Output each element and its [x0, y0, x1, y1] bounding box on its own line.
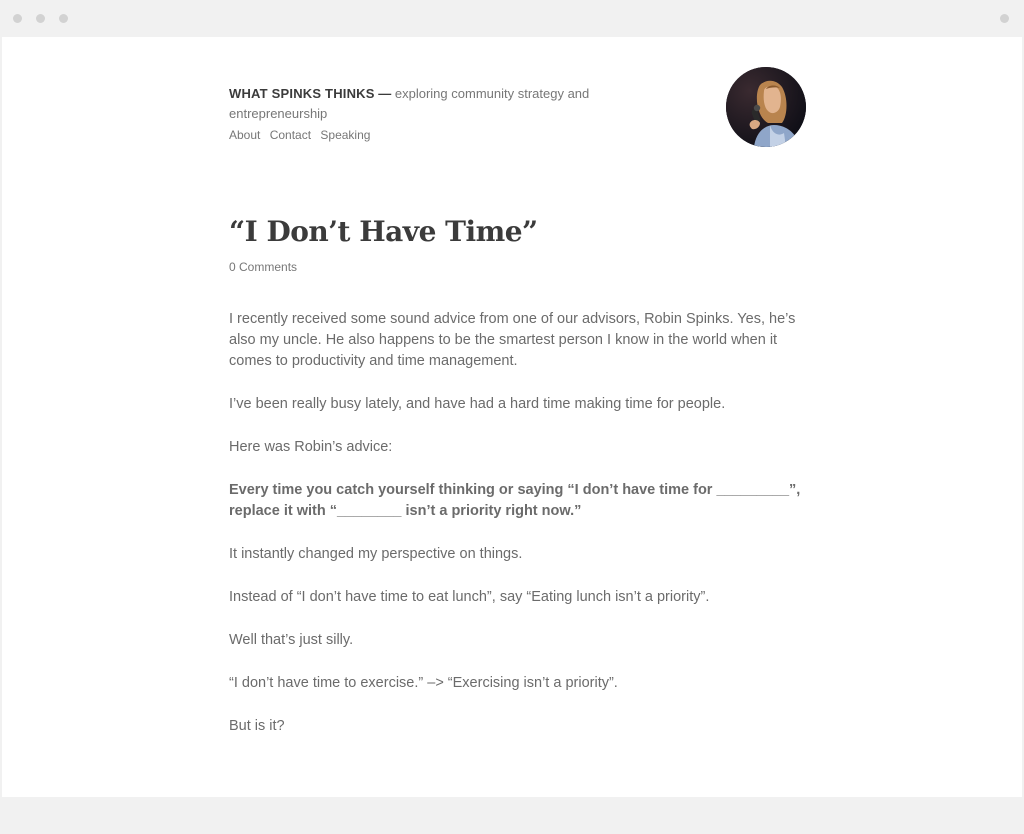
- author-avatar[interactable]: [726, 67, 806, 147]
- window-bottom-bar: [0, 797, 1024, 834]
- post-paragraph: Here was Robin’s advice:: [229, 439, 393, 455]
- comments-link[interactable]: 0 Comments: [229, 260, 298, 274]
- page-viewport: [2, 37, 1022, 797]
- site-nav: [229, 128, 376, 142]
- window-dot-icon[interactable]: [59, 14, 68, 23]
- window-titlebar: [0, 0, 1024, 37]
- post-paragraph: Well that’s just silly.: [229, 632, 354, 648]
- window-dot-icon[interactable]: [36, 14, 45, 23]
- site-header: [229, 84, 649, 124]
- post-paragraph: I recently received some sound advice from one of our advisors, Robin Spinks. Yes, he’s also my uncle. He also happens to be the smartest person I know in the world when it comes to productivity and time management.: [229, 311, 796, 369]
- site-tagline: exploring community strategy and entrepreneurship: [229, 86, 590, 121]
- nav-about-link[interactable]: About: [229, 128, 261, 142]
- post-body: [229, 309, 804, 759]
- post-paragraph: But is it?: [229, 718, 285, 734]
- post-paragraph: I’ve been really busy lately, and have had a hard time making time for people.: [229, 396, 726, 412]
- post-title: “I Don’t Have Time”: [229, 215, 538, 248]
- nav-speaking-link[interactable]: Speaking: [320, 128, 371, 142]
- site-name: WHAT SPINKS THINKS: [229, 86, 375, 101]
- post-paragraph: Instead of “I don’t have time to eat lunch”, say “Eating lunch isn’t a priority”.: [229, 589, 710, 605]
- post-paragraph: It instantly changed my perspective on things.: [229, 546, 523, 562]
- site-dash: —: [378, 86, 395, 101]
- post-paragraph: “I don’t have time to exercise.” –> “Exercising isn’t a priority”.: [229, 675, 618, 691]
- window-dot-icon[interactable]: [13, 14, 22, 23]
- post-quote-bold: Every time you catch yourself thinking or saying “I don’t have time for _________”, replace it with “________ isn’t a priority right now.”: [229, 482, 801, 519]
- avatar-portrait-icon: [726, 67, 806, 147]
- nav-contact-link[interactable]: Contact: [269, 128, 312, 142]
- site-name-link[interactable]: [229, 86, 378, 101]
- window-dot-icon[interactable]: [1000, 14, 1009, 23]
